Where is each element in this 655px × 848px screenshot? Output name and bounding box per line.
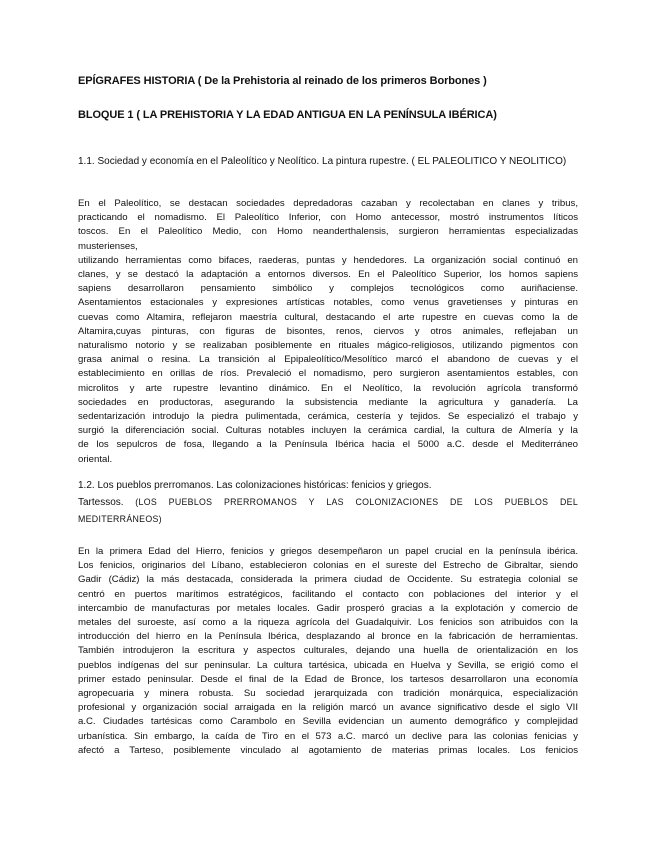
text-line: introducción del hierro en la Península Ibérica, desplazando al bronce en la fabricación de herramientas. xyxy=(78,631,578,643)
section-1-heading: 1.1. Sociedad y economía en el Paleolítico y Neolítico. La pintura rupestre. ( EL PALEOLITICO Y NEOLITICO) xyxy=(78,156,567,167)
heading-caps: (LOS PUEBLOS PRERROMANOS Y LAS COLONIZACIONES DE LOS PUEBLOS DEL xyxy=(135,497,579,507)
section-2-heading-line3: MEDITERRÁNEOS) xyxy=(78,514,162,524)
text-line: También introdujeron la escritura y aspectos culturales, dejando una huella de orientalización en los xyxy=(78,645,578,657)
text-line: sociedades en productoras, asegurando la subsistencia mediante la agricultura y ganadería. La xyxy=(78,396,578,408)
text-line: sedentarización introdujo la piedra pulimentada, cerámica, cestería y tejidos. Se especializó el trabajo y xyxy=(78,411,578,423)
text-line: profesional y organización social arraigada en la religión marcó un avance significativo desde el siglo VII xyxy=(78,702,578,714)
text-line: Asentamientos estacionales y expresiones artísticas notables, como venus gravetienses y pinturas en xyxy=(78,297,578,309)
text-line: naturalismo notorio y se realizaban posiblemente en rituales mágico-religiosos, utilizando pigmentos con xyxy=(78,340,578,352)
text-line: practicando el nomadismo. El Paleolítico Inferior, con Homo antecessor, mostró instrumentos líticos xyxy=(78,212,578,224)
text-line: surgió la diferenciación social. Culturas notables incluyen la cerámica cardial, la cultura de Almería y la xyxy=(78,425,578,437)
text-line: cuevas como Altamira, reflejaron maestría cultural, destacando el arte rupestre en cuevas como la de xyxy=(78,311,578,323)
text-line: toscos. En el Paleolítico Medio, con Homo neanderthalensis, surgieron herramientas especializadas xyxy=(78,226,578,238)
text-line: En el Paleolítico, se destacan sociedades depredadoras cazaban y recolectaban en clanes y tribus, xyxy=(78,198,578,209)
block-title: BLOQUE 1 ( LA PREHISTORIA Y LA EDAD ANTIGUA EN LA PENÍNSULA IBÉRICA) xyxy=(78,109,497,121)
text-line: En la primera Edad del Hierro, fenicios y griegos desempeñaron un papel crucial en la península ibérica. xyxy=(78,546,578,557)
text-line: agropecuaria y minera robusta. Su sociedad jerarquizada con tradición monárquica, especialización xyxy=(78,688,578,700)
text-line: de los sepulcros de fosa, llegando a la Península Ibérica hacia el 5000 a.C. desde el Mediterráneo xyxy=(78,439,578,451)
text-line: Altamira,cuyas pinturas, con figuras de bisontes, renos, ciervos y otros animales, reflejaban un xyxy=(78,325,578,337)
section-2-heading-line1: 1.2. Los pueblos prerromanos. Las colonizaciones históricas: fenicios y griegos. xyxy=(78,480,432,491)
document-title: EPÍGRAFES HISTORIA ( De la Prehistoria al reinado de los primeros Borbones ) xyxy=(78,75,487,87)
heading-tartessos: Tartessos. xyxy=(78,497,124,508)
text-line: microlitos y arte rupestre levantino dinámico. En el Neolítico, la revolución agrícola transformó xyxy=(78,382,578,394)
text-line: urbanística. Sin embargo, la caída de Tiro en el 573 a.C. marcó un declive para las colonias fenicias y xyxy=(78,730,578,742)
text-line: Gadir (Cádiz) la más destacada, considerada la primera ciudad de Occidente. Su estrategia colonial se xyxy=(78,574,578,586)
text-line: Los fenicios, originarios del Líbano, establecieron colonias en el sureste del Estrecho de Gibraltar, siendo xyxy=(78,560,578,572)
section-2-body xyxy=(78,545,578,758)
text-line: pueblos indígenas del sur peninsular. La cultura tartésica, ubicada en Huelva y Sevilla, se erigió como el xyxy=(78,659,578,671)
text-line: musterienses, xyxy=(78,240,138,252)
text-line: centró en puertos marítimos estratégicos, facilitando el contacto con poblaciones del interior y el xyxy=(78,588,578,600)
section-2-heading-line2 xyxy=(78,494,578,511)
text-line: intercambio de manufacturas por metales locales. Gadir prosperó gracias a la explotación y comercio de xyxy=(78,602,578,614)
text-line: oriental. xyxy=(78,453,113,465)
text-line: utilizando herramientas como bifaces, raederas, puntas y hendedores. La organización social continuó en xyxy=(78,254,578,266)
text-line: afectó a Tarteso, posiblemente vinculado al agotamiento de materias primas locales. Los fenicios xyxy=(78,744,578,756)
text-line: a.C. Ciudades tartésicas como Carambolo en Sevilla evidencian un aumento demográfico y complejidad xyxy=(78,716,578,728)
text-line: establecimiento en orillas de ríos. Prevaleció el nomadismo, pero surgieron asentamientos estables, con xyxy=(78,368,578,380)
text-line: grasa animal o resina. La transición al Epipaleolítico/Mesolítico marcó el abandono de cuevas y el xyxy=(78,354,578,366)
text-line: clanes, y se destacó la adaptación a entornos diversos. En el Paleolítico Superior, los homos sapiens xyxy=(78,269,578,281)
text-line: sapiens desarrollaron pensamiento simbólico y complejos tecnológicos como auriñaciense. xyxy=(78,283,578,295)
text-line: metales del suroeste, así como a la riqueza agrícola del Guadalquivir. Los fenicios son atribuidos con la xyxy=(78,617,578,629)
section-2-heading xyxy=(78,477,578,528)
text-line: primer estado peninsular. Desde el final de la Edad de Bronce, los tartesos desarrollaron una economía xyxy=(78,673,578,685)
section-1-body xyxy=(78,197,578,467)
